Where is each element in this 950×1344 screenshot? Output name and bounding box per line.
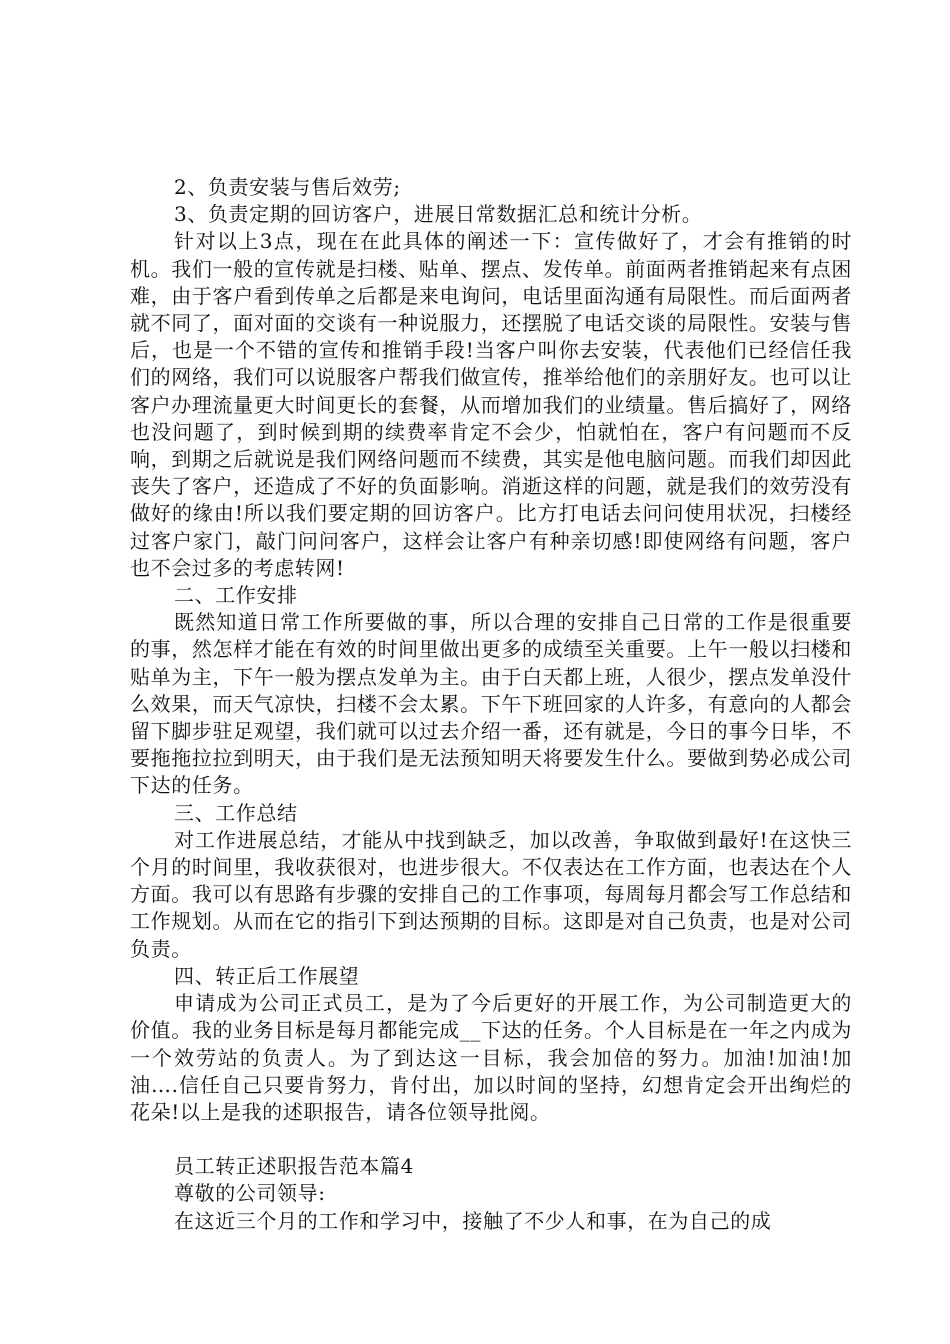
salutation: 尊敬的公司领导:: [174, 1181, 326, 1206]
body-paragraph: 在这近三个月的工作和学习中，接触了不少人和事，在为自己的成: [174, 1208, 772, 1233]
body-paragraph: 对工作进展总结，才能从中找到缺乏，加以改善，争取做到最好!在这快三个月的时间里，我收获很对，也进步很大。不仅表达在工作方面，也表达在个人方面。我可以有思路有步骤的安排自己的工作事项，每周每月都会写工作总结和工作规划。从而在它的指引下到达预期的目标。这即是对自己负责，也是对公司负责。: [130, 827, 852, 961]
body-paragraph: 针对以上3点，现在在此具体的阐述一下：宣传做好了，才会有推销的时机。我们一般的宣传就是扫楼、贴单、摆点、发传单。前面两者推销起来有点困难，由于客户看到传单之后都是来电询问，电话里面沟通有局限性。而后面两者就不同了，面对面的交谈有一种说服力，还摆脱了电话交谈的局限性。安装与售后，也是一个不错的宣传和推销手段!当客户叫你去安装，代表他们已经信任我们的网络，我们可以说服客户帮我们做宣传，推举给他们的亲朋好友。也可以让客户办理流量更大时间更长的套餐，从而增加我们的业绩量。售后搞好了，网络也没问题了，到时候到期的续费率肯定不会少，怕就怕在，客户有问题而不反响，到期之后就说是我们网络问题而不续费，其实是他电脑问题。而我们却因此丧失了客户，还造成了不好的负面影响。消逝这样的问题，就是我们的效劳没有做好的缘由!所以我们要定期的回访客户。比方打电话去问问使用状况，扫楼经过客户家门，敲门问问客户，这样会让客户有种亲切感!即使网络有问题，客户也不会过多的考虑转网!: [130, 229, 852, 580]
body-paragraph: 申请成为公司正式员工，是为了今后更好的开展工作，为公司制造更大的价值。我的业务目标是每月都能完成__下达的任务。个人目标是在一年之内成为一个效劳站的负责人。为了到达这一目标，我会加倍的努力。加油!加油!加油….信任自己只要肯努力，肯付出，加以时间的坚持，幻想肯定会开出绚烂的花朵!以上是我的述职报告，请各位领导批阅。: [130, 991, 852, 1124]
section-heading: 二、工作安排: [174, 583, 298, 608]
list-item-3: 3、负责定期的回访客户，进展日常数据汇总和统计分析。: [174, 202, 703, 227]
list-item-2: 2、负责安装与售后效劳;: [174, 175, 401, 199]
section-heading: 四、转正后工作展望: [174, 963, 360, 988]
body-paragraph: 既然知道日常工作所要做的事，所以合理的安排自己日常的工作是很重要的事，然怎样才能在有效的时间里做出更多的成绩至关重要。上午一般以扫楼和贴单为主，下午一般为摆点发单为主。由于白天都上班，人很少，摆点发单没什么效果，而天气凉快，扫楼不会太累。下午下班回家的人许多，有意向的人都会留下脚步驻足观望，我们就可以过去介绍一番，还有就是，今日的事今日毕，不要拖拖拉拉到明天，由于我们是无法预知明天将要发生什么。要做到势必成公司下达的任务。: [130, 610, 852, 798]
document-body: [130, 174, 852, 1235]
section-heading: 三、工作总结: [174, 800, 298, 825]
article-title: 员工转正述职报告范本篇4: [174, 1154, 414, 1179]
